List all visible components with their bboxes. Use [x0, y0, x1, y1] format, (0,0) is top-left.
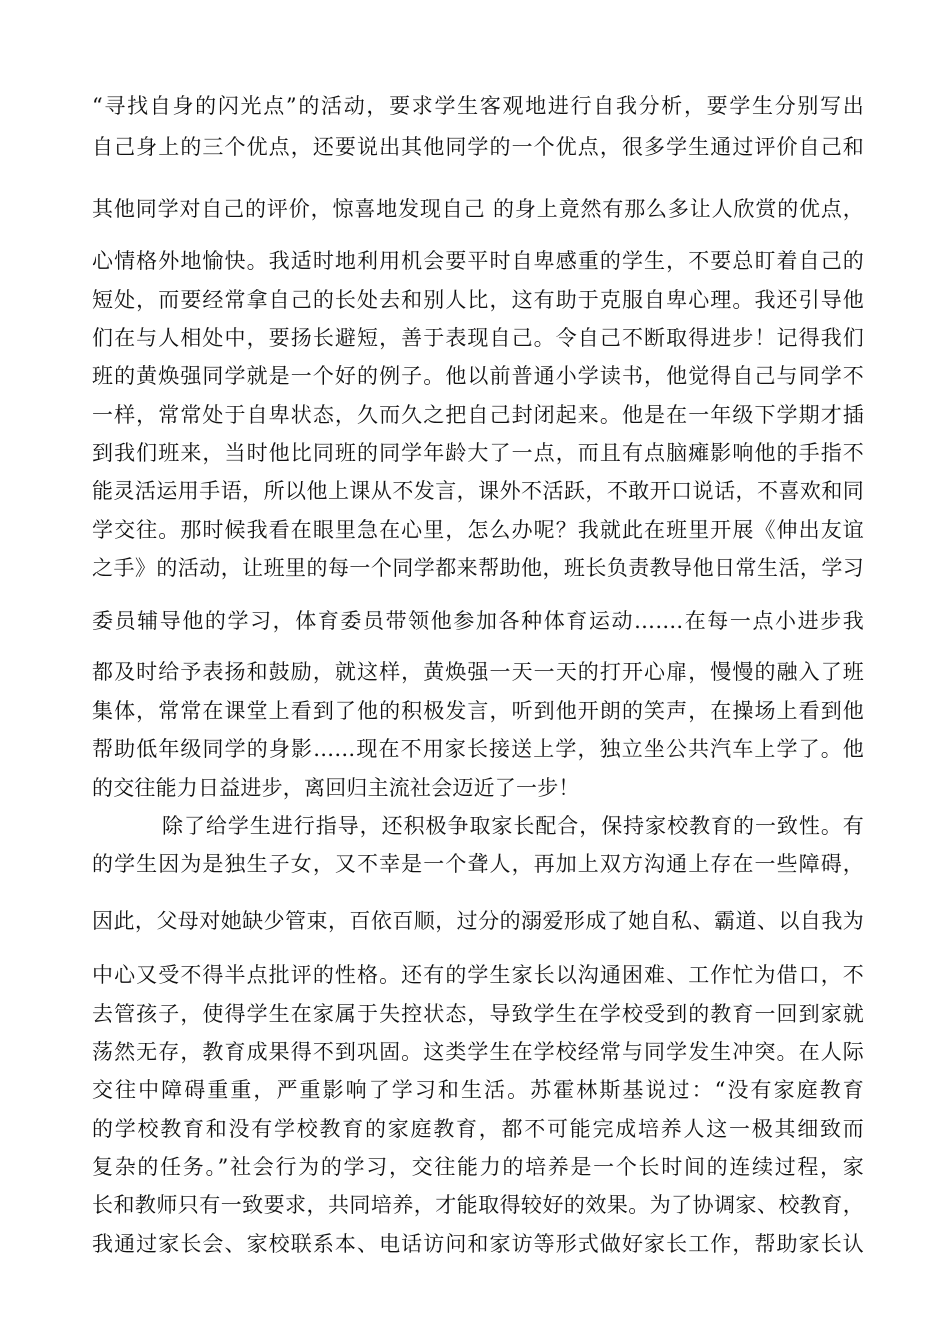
text-line-10: 能灵活运用手语，所以他上课从不发言，课外不活跃，不敢开口说话，不喜欢和同 — [92, 479, 864, 503]
text-line-19: 的学生因为是独生子女，又不幸是一个聋人，再加上双方沟通上存在一些障碍， — [92, 852, 864, 876]
text-line-11: 学交往。那时候我看在眼里急在心里，怎么办呢？我就此在班里开展《伸出友谊 — [92, 518, 864, 542]
paragraph-start-line: 除了给学生进行指导，还积极争取家长配合，保持家校教育的一致性。有 — [162, 814, 864, 838]
text-line-23: 荡然无存，教育成果得不到巩固。这类学生在学校经常与同学发生冲突。在人际 — [92, 1040, 864, 1064]
text-line-24: 交往中障碍重重，严重影响了学习和生活。苏霍林斯基说过：“没有家庭教育 — [92, 1078, 864, 1102]
text-line-25: 的学校教育和没有学校教育的家庭教育，都不可能完成培养人这一极其细致而 — [92, 1117, 864, 1141]
text-line-15: 集体，常常在课堂上看到了他的积极发言，听到他开朗的笑声，在操场上看到他 — [92, 699, 864, 723]
text-line-1: “寻找自身的闪光点”的活动，要求学生客观地进行自我分析，要学生分别写出 — [92, 94, 864, 118]
text-line-28: 我通过家长会、家校联系本、电话访问和家访等形式做好家长工作，帮助家长认 — [92, 1232, 864, 1256]
text-line-14: 都及时给予表扬和鼓励，就这样，黄焕强一天一天的打开心扉，慢慢的融入了班 — [92, 660, 864, 684]
text-line-12: 之手》的活动，让班里的每一个同学都来帮助他，班长负责教导他日常生活，学习 — [92, 556, 864, 580]
text-line-22: 去管孩子，使得学生在家属于失控状态，导致学生在学校受到的教育一回到家就 — [92, 1002, 864, 1026]
text-line-16: 帮助低年级同学的身影……现在不用家长接送上学，独立坐公共汽车上学了。他 — [92, 737, 864, 761]
text-line-17: 的交往能力日益进步，离回归主流社会迈近了一步！ — [92, 776, 580, 800]
text-line-9: 到我们班来，当时他比同班的同学年龄大了一点，而且有点脑瘫影响他的手指不 — [92, 441, 864, 465]
text-line-3: 其他同学对自己的评价，惊喜地发现自己 的身上竟然有那么多让人欣赏的优点， — [92, 197, 864, 221]
text-line-7: 班的黄焕强同学就是一个好的例子。他以前普通小学读书，他觉得自己与同学不 — [92, 364, 864, 388]
text-line-8: 一样，常常处于自卑状态，久而久之把自己封闭起来。他是在一年级下学期才插 — [92, 403, 864, 427]
text-line-13: 委员辅导他的学习，体育委员带领他参加各种体育运动…….在每一点小进步我 — [92, 609, 864, 633]
text-line-5: 短处，而要经常拿自己的长处去和别人比，这有助于克服自卑心理。我还引导他 — [92, 288, 864, 312]
text-line-27: 长和教师只有一致要求，共同培养，才能取得较好的效果。为了协调家、校教育， — [92, 1193, 864, 1217]
text-line-6: 们在与人相处中，要扬长避短，善于表现自己。令自己不断取得进步！记得我们 — [92, 326, 864, 350]
text-line-4: 心情格外地愉快。我适时地利用机会要平时自卑感重的学生，不要总盯着自己的 — [92, 249, 864, 273]
text-line-26: 复杂的任务。”社会行为的学习，交往能力的培养是一个长时间的连续过程，家 — [92, 1155, 864, 1179]
text-line-21: 中心又受不得半点批评的性格。还有的学生家长以沟通困难、工作忙为借口，不 — [92, 963, 864, 987]
text-line-20: 因此，父母对她缺少管束，百依百顺，过分的溺爱形成了她自私、霸道、以自我为 — [92, 909, 864, 933]
text-line-2: 自己身上的三个优点，还要说出其他同学的一个优点，很多学生通过评价自己和 — [92, 135, 864, 159]
